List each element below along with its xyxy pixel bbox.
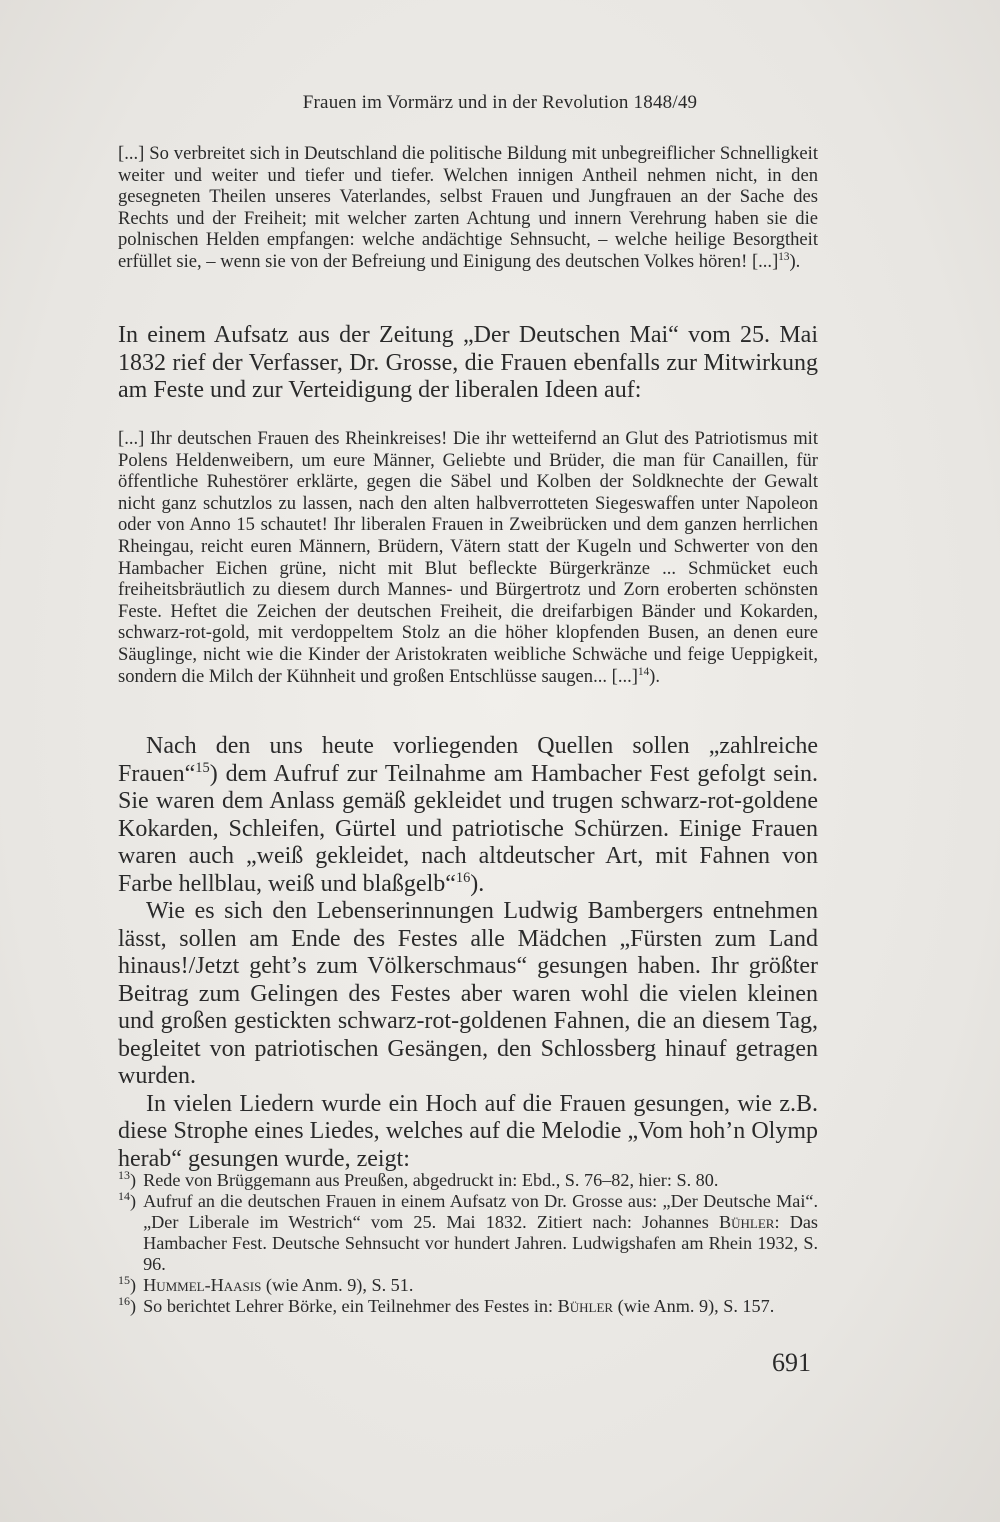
footnotes (118, 1167, 818, 1317)
paragraph-4: In vielen Liedern wurde ein Hoch auf die Frauen gesungen, wie z.B. diese Strophe eines Liedes, welches auf die Melodie „Vom hoh’n Olymp herab“ gesungen wurde, zeigt: (118, 1090, 818, 1172)
quote-body: [...] So verbreitet sich in Deutschland die politische Bildung mit unbegreiflicher Schnelligkeit weiter und weiter und tiefer und tiefer. Welchen innigen Antheil nehmen nicht, in den gesegneten Theilen unseres Vaterlandes, selbst Frauen und Jungfrauen an der Sache des Rechts und der Freiheit; mit welcher zarten Achtung und innern Verehrung haben sie die polnischen Helden empfangen: welche andächtige Sehnsucht, – welche heilige Besorgtheit erfüllet sie, – wenn sie von der Befreiung und Einigung des deutschen Volkes hören! [...] (118, 143, 818, 272)
footnote-number: 14 (118, 1188, 130, 1203)
footnote-number: 15 (118, 1272, 130, 1287)
paragraph-2 (118, 733, 818, 898)
main-text (118, 733, 818, 1173)
paragraph-1 (118, 322, 818, 405)
page-number: 691 (772, 1348, 811, 1377)
footnote-15: $^{15}$) Hummel-Haasis (wie Anm. 9), S. 51. (118, 1272, 414, 1295)
footnote-text-part: : Das Hambacher Fest. Deutsche Sehnsucht vor hundert Jahren. Ludwigshafen am Rhein 1932, S. 96. (143, 1212, 818, 1274)
footnote-text (143, 1296, 774, 1317)
footnote-text: Rede von Brüggemann aus Preußen, abgedruckt in: Ebd., S. 76–82, hier: S. 80. (143, 1170, 719, 1190)
paragraph-text: ) dem Aufruf zur Teilnahme am Hambacher Fest gefolgt sein. Sie waren dem Anlass gemäß gekleidet und trugen schwarz-rot-goldene Kokarden, Schleifen, Gürtel und patriotische Schürzen. Einige Frauen waren auch „weiß gekleidet, nach altdeutscher Art, mit Fahnen von Farbe hellblau, weiß und blaßgelb“ (118, 760, 818, 897)
paragraph-text: Nach den uns heute vorliegenden Quellen sollen „zahlreiche Frauen“ (118, 733, 818, 787)
author-name: Bühler (719, 1212, 775, 1232)
paragraph-text: In einem Aufsatz aus der Zeitung „Der Deutschen Mai“ vom 25. Mai 1832 rief der Verfasser, Dr. Grosse, die Frauen ebenfalls zur Mitwirkung am Feste und zur Verteidigung der liberalen Ideen auf: (118, 322, 818, 403)
footnote-number: 13 (118, 1167, 130, 1182)
footnote-number: 16 (118, 1293, 130, 1308)
quote-text (118, 143, 818, 273)
running-head: Frauen im Vormärz und in der Revolution 1848/49 (302, 92, 698, 113)
footnote-text (143, 1275, 413, 1296)
author-name: Hummel-Haasis (143, 1275, 262, 1295)
footnote-ref[interactable]: 13 (778, 250, 790, 263)
footnote-text (143, 1191, 818, 1275)
footnote-14: $^{14}$) Aufruf an die deutschen Frauen in einem Aufsatz von Dr. Grosse aus: „Der Deutsche Mai“. „Der Liberale im Westrich“ vom 25. Mai 1832. Zitiert nach: Johannes Bühler: Das Hambacher Fest. Deutsche Sehnsucht vor hundert Jahren. Ludwigshafen am Rhein 1932, S. 96. (118, 1188, 818, 1274)
quote-text (118, 428, 818, 687)
quote-end: ). (789, 250, 801, 272)
footnote-text-part: Aufruf an die deutschen Frauen in einem Aufsatz von Dr. Grosse aus: „Der Deutsche Mai“. „Der Liberale im Westrich“ vom 25. Mai 1832. Zitiert nach: Johannes (143, 1191, 818, 1232)
footnote-13: $^{13}$) Rede von Brüggemann aus Preußen, abgedruckt in: Ebd., S. 76–82, hier: S. 80. (118, 1167, 719, 1190)
quote-body: [...] Ihr deutschen Frauen des Rheinkreises! Die ihr wetteifernd an Glut des Patriotismus mit Polens Heldenweibern, um eure Männer, Geliebte und Brüder, die man für Canaillen, für öffentliche Ruhestörer erklärte, gegen die Säbel und Kolben der Soldknechte der Gewalt nicht ganz schutzlos zu lassen, nach den alten halbverrotteten Siegeswaffen unter Napoleon oder von Anno 15 schautet! Ihr liberalen Frauen in Zweibrücken und dem ganzen herrlichen Rheingau, reicht euren Männern, Brüdern, Vätern statt der Kugeln und Schwerter von den Hambacher Eichen grüne, nicht mit Blut befleckte Bürgerkränze ... Schmücket euch freiheitsbräutlich zu diesem durch Mannes- und Bürgertrotz und Zorn eroberten schönsten Feste. Heftet die Zeichen der deutschen Freiheit, die dreifarbigen Bänder und Kokarden, schwarz-rot-gold, mit verdoppeltem Stolz an die höher klopfenden Busen, an denen eure Säuglinge, nicht wie die Kinder der Aristokraten weibliche Schwäche und feige Ueppigkeit, sondern die Milch der Kühnheit und großen Entschlüsse saugen... [...] (118, 428, 818, 687)
footnote-ref[interactable]: 15 (195, 759, 210, 776)
footnote-text-part: So berichtet Lehrer Börke, ein Teilnehmer des Festes in: (143, 1296, 558, 1316)
block-quote-2 (118, 428, 818, 687)
footnote-text-part: (wie Anm. 9), S. 51. (261, 1275, 414, 1295)
footnote-ref[interactable]: 14 (638, 665, 650, 678)
block-quote-1 (118, 143, 818, 273)
footnote-text-part: (wie Anm. 9), S. 157. (613, 1296, 775, 1316)
footnote-ref[interactable]: 16 (455, 869, 471, 886)
author-name: Bühler (557, 1296, 614, 1316)
footnote-16: $^{16}$) So berichtet Lehrer Börke, ein Teilnehmer des Festes in: Bühler (wie Anm. 9), S. 157. (118, 1293, 775, 1316)
quote-end: ). (649, 665, 660, 687)
paragraph-text: ). (470, 870, 485, 897)
paragraph-3: Wie es sich den Lebenserinnungen Ludwig Bambergers entnehmen lässt, sollen am Ende des Festes alle Mädchen „Fürsten zum Land hinaus!/Jetzt geht’s zum Völkerschmaus“ gesungen haben. Ihr größter Beitrag zum Gelingen des Festes aber waren wohl die vielen kleinen und großen gestickten schwarz-rot-goldenen Fahnen, die an diesem Tag, begleitet von patriotischen Gesängen, den Schlossberg hinauf getragen wurden. (118, 898, 818, 1089)
